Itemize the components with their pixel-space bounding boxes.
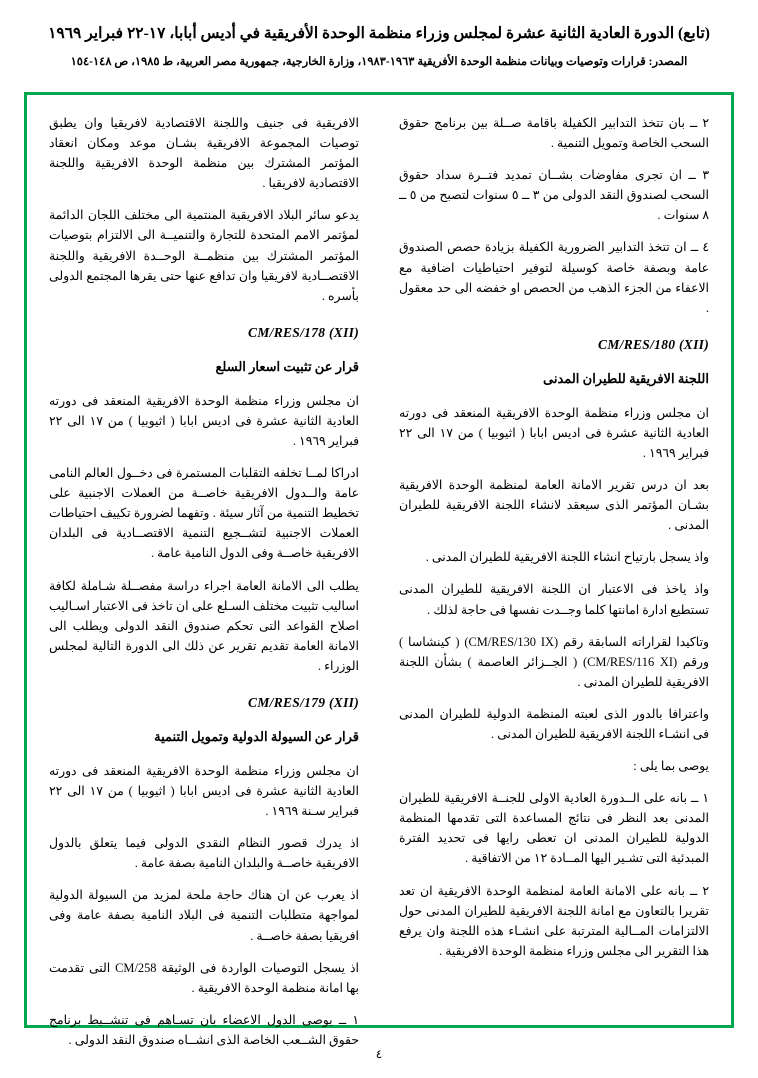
body-paragraph: ٢ ــ بان تتخذ التدابير الكفيلة باقامة صــلة بين برنامج حقوق السحب الخاصة وتمويل التنمية .: [399, 116, 709, 151]
body-paragraph: ٣ ــ ان تجرى مفاوضات بشــان تمديد فتــرة سداد حقوق السحب لصندوق النقد الدولى من ٣ ــ ٥ سنوات لتصبح من ٥ ــ ٨ سنوات .: [399, 168, 709, 223]
page-title: (تابع) الدورة العادية الثانية عشرة لمجلس وزراء منظمة الوحدة الأفريقية في أديس أبابا، ١٧-٢٢ فبراير ١٩٦٩: [48, 25, 710, 42]
page-number: ٤: [375, 1047, 383, 1061]
body-paragraph: اذ يدرك قصور النظام النقدى الدولى فيما يتعلق بالدول الافريقية خاصــة والبلدان النامية بصفة عامة .: [49, 836, 359, 871]
column-left: [49, 113, 359, 1047]
body-paragraph: ان مجلس وزراء منظمة الوحدة الافريقية المنعقد فى دورته العادية الثانية عشرة فى اديس ابابا ( اثيوبيا ) من ١٧ الى ٢٢ فبراير سـنة ١٩٦٩ .: [49, 763, 359, 819]
resolution-title: قرار عن السيولة الدولية وتمويل التنمية: [154, 728, 359, 744]
resolution-title: اللجنة الافريقية للطيران المدنى: [543, 370, 709, 386]
body-paragraph: ٢ ــ بانه على الامانة العامة لمنظمة الوحدة الافريقية ان تعد تقريرا بالتعاون مع امانة اللجنة الافريقية للطيران المدنى حول الالتزامات المــالية المترتبة على انشـاء هذه اللجنة وان يرفع هذا التقرير الى مجلس وزراء منظمة الوحدة الافريقية .: [399, 883, 709, 958]
body-paragraph: ادراكا لمــا تخلفه التقلبات المستمرة فى دخــول العالم النامى عامة والــدول الافريقية خاصــة من العملات الاجنبية على تخطيط التنمية من آثار سيئة . وتفهما لضرورة تكييف احتياطات العملات الاجنبية لتشــجيع التنمية الاقتصــادية فى البلدان الافريقية خاصــة وفى الدول النامية عامة .: [49, 466, 359, 561]
resolution-title: قرار عن تثبيت اسعار السلع: [215, 358, 359, 374]
column-right: [399, 113, 709, 1011]
body-paragraph: بعد ان درس تقرير الامانة العامة لمنظمة الوحدة الافريقية بشـان المؤتمر الذى سيعقد لانشاء اللجنة الافريقية للطيران المدنى .: [399, 478, 709, 533]
body-paragraph: يدعو سائر البلاد الافريقية المنتمية الى مختلف اللجان الدائمة لمؤتمر الامم المتحدة للتجارة والتنميــة الى الالتزام بتوصيات المؤتمر المشترك بين منظمــة الوحــدة الافريقية واللجنة الاقتصــادية لافريقيا وان تدافع عنها حتى يقرها المجتمع الدولى بأسره .: [49, 208, 359, 303]
body-paragraph: ١ ــ يوصى الدول الاعضاء بان تسـاهم فى تنشــيط برنامج حقوق الشــعب الخاصة الذى انشــاه صندوق النقد الدولى .: [49, 1012, 359, 1047]
resolution-code: CM/RES/180 (XII): [598, 336, 709, 352]
resolution-code: CM/RES/178 (XII): [248, 324, 359, 340]
body-paragraph: اذ يسجل التوصيات الواردة فى الوثيقة CM/258 التى تقدمت بها امانة منظمة الوحدة الافريقية .: [49, 960, 359, 995]
resolution-code: CM/RES/179 (XII): [248, 694, 359, 710]
body-paragraph: الافريقية فى جنيف واللجنة الاقتصادية لافريقيا وان يطبق توصيات المجموعة الافريقية بشـان موعد ومكان انعقاد المؤتمر المشترك بين منظمة الوحدة الافريقية واللجنة الاقتصادية لافريقيا .: [49, 116, 359, 191]
body-paragraph: ١ ــ بانه على الــدورة العادية الاولى للجنــة الافريقية للطيران المدنى بعد النظر فى نتائج المساعدة التى تقدمها المنظمة الدولية للطيران المدنى ان تعطى رايها فى تحديد الفترة المبدئية التى تشـير اليها المــادة ١٢ من الاتفاقية .: [399, 791, 709, 866]
body-paragraph: واذ ياخذ فى الاعتبار ان اللجنة الافريقية للطيران المدنى تستطيع ادارة امانتها كلما وجــدت نفسها فى حاجة لذلك .: [399, 582, 709, 617]
two-column-body: [49, 113, 709, 1047]
body-paragraph: ان مجلس وزراء منظمة الوحدة الافريقية المنعقد فى دورته العادية الثانية عشرة فى اديس ابابا ( اثيوبيا ) من ١٧ الى ٢٢ فبراير ١٩٦٩ .: [49, 393, 359, 448]
source-line: المصدر: قرارات وتوصيات وبيانات منظمة الوحدة الأفريقية ١٩٦٣-١٩٨٣، وزارة الخارجية، جمهورية مصر العربية، ط ١٩٨٥، ص ١٤٨-١٥٤: [70, 56, 688, 69]
body-paragraph: وتاكيدا لقراراته السابقة رقم (CM/RES/130 IX) ( كينشاسا ) ورقم (CM/RES/116 XI) ( الجــزائر العاصمة ) بشأن اللجنة الافريقية للطيران المدنى .: [399, 634, 709, 689]
body-paragraph: اذ يعرب عن ان هناك حاجة ملحة لمزيد من السيولة الدولية لمواجهة متطلبات التنمية فى البلاد النامية بصفة عامة وفى افريقيا بصفة خاصــة .: [49, 888, 359, 943]
body-paragraph: ان مجلس وزراء منظمة الوحدة الافريقية المنعقد فى دورته العادية الثانية عشرة فى اديس ابابا ( اثيوبيا ) من ١٧ الى ٢٢ فبراير ١٩٦٩ .: [399, 405, 709, 460]
body-paragraph: يوصى بما يلى :: [633, 759, 709, 774]
body-paragraph: ٤ ــ ان تتخذ التدابير الضرورية الكفيلة بزيادة حصص الصندوق عامة وبصفة خاصة كوسيلة لتوفير احتياطيات اضافية مع الاعفاء من الجزء الذهب من الحصص او خفضه الى حد معقول .: [399, 240, 709, 315]
content-frame: [24, 92, 734, 1047]
body-paragraph: واعترافا بالدور الذى لعبته المنظمة الدولية للطيران المدنى فى انشـاء اللجنة الافريقية للطيران المدنى .: [399, 706, 709, 741]
page-header: [0, 0, 758, 70]
body-paragraph: واذ يسجل بارتياح انشاء اللجنة الافريقية للطيران المدنى .: [425, 550, 709, 565]
body-paragraph: يطلب الى الامانة العامة اجراء دراسة مفصــلة شـاملة لكافة اساليب تثبيت مختلف السـلع على ان تاخذ فى الاعتبار اسـاليب اصلاح القواعد التى تحكم صندوق النقد الدولى ويطلب الى الامانة العامة تقديم تقرير عن ذلك الى الدورة التالية لمجلس الوزراء .: [49, 578, 359, 673]
